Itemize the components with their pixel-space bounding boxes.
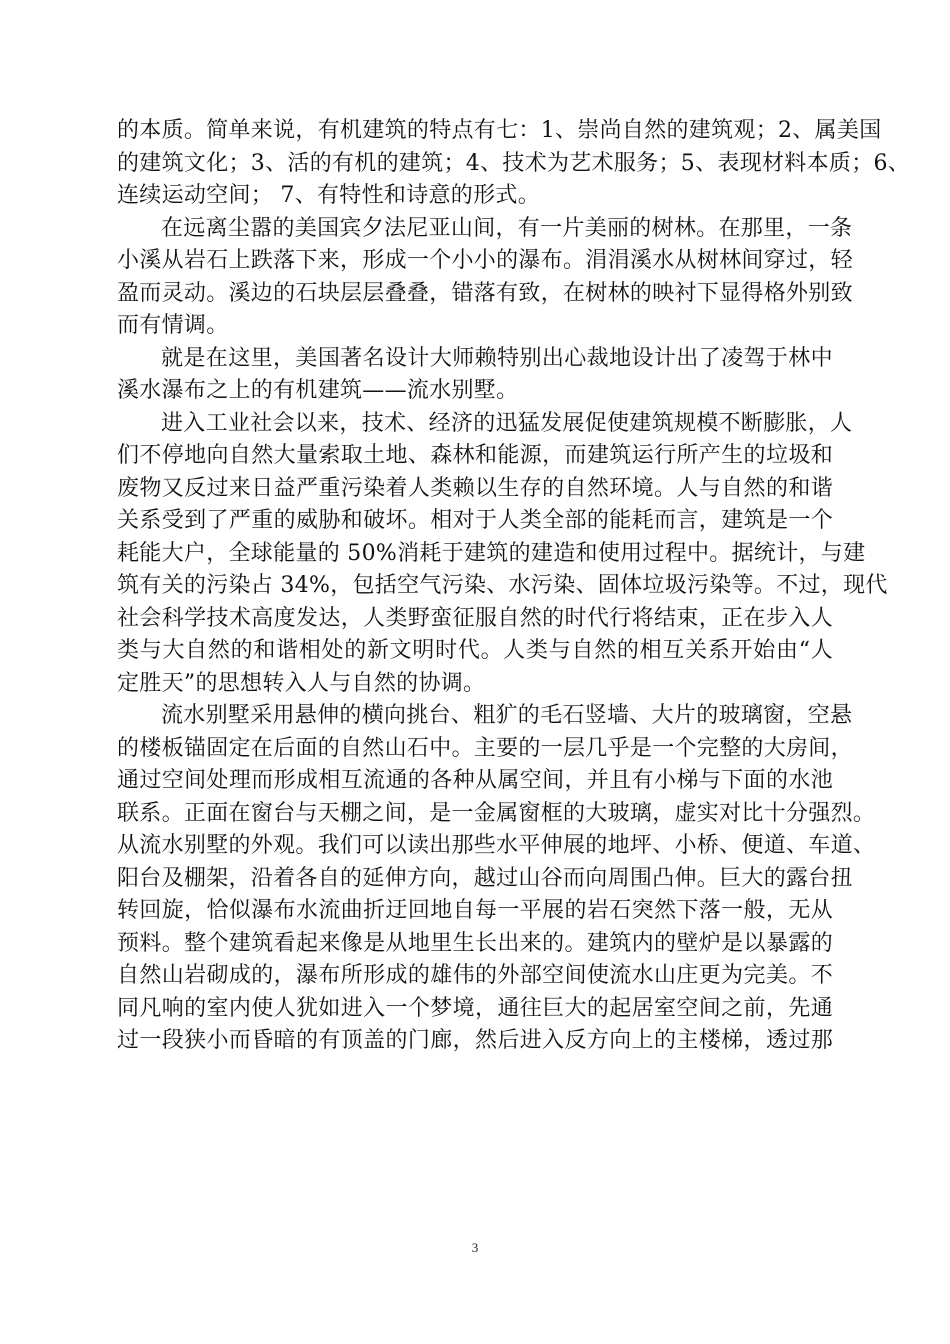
text-line: 自然山岩砌成的，瀑布所形成的雄伟的外部空间使流水山庄更为完美。不 [117,963,833,988]
text-line: 连续运动空间； 7、有特性和诗意的形式。 [117,183,540,208]
text-line: 阳台及棚架，沿着各自的延伸方向，越过山谷而向周围凸伸。巨大的露台扭 [117,865,853,891]
text-line: 废物又反过来日益严重污染着人类赖以生存的自然环境。人与自然的和谐 [117,475,833,501]
text-line: 小溪从岩石上跌落下来，形成一个小小的瀑布。涓涓溪水从树林间穿过，轻 [117,248,853,273]
text-line: 溪水瀑布之上的有机建筑——流水别墅。 [117,378,519,403]
text-line: 的建筑文化；3、活的有机的建筑；4、技术为艺术服务；5、表现材料本质；6、 [117,150,911,176]
text-line: 社会科学技术高度发达，人类野蛮征服自然的时代行将结束，正在步入人 [117,605,833,631]
page-number: 3 [471,1240,479,1255]
text-line: 流水别墅采用悬伸的横向挑台、粗犷的毛石竖墙、大片的玻璃窗，空悬 [161,703,853,728]
text-line: 进入工业社会以来，技术、经济的迅猛发展促使建筑规模不断膨胀，人 [161,410,853,436]
text-line: 就是在这里，美国著名设计大师赖特别出心裁地设计出了凌驾于林中 [161,345,833,371]
paragraph [117,343,833,408]
paragraph [117,700,876,1058]
text-line: 耗能大户，全球能量的 50%消耗于建筑的建造和使用过程中。据统计，与建 [117,540,866,566]
text-line: 转回旋，恰似瀑布水流曲折迂回地自每一平展的岩石突然下落一般，无从 [117,898,833,923]
text-line: 而有情调。 [117,313,229,338]
text-line: 关系受到了严重的威胁和破坏。相对于人类全部的能耗而言，建筑是一个 [117,508,833,533]
text-line: 定胜天”的思想转入人与自然的协调。 [117,670,486,696]
text-line: 的楼板锚固定在后面的自然山石中。主要的一层几乎是一个完整的大房间， [117,735,853,761]
text-line: 类与大自然的和谐相处的新文明时代。人类与自然的相互关系开始由“人 [117,638,833,663]
text-line: 筑有关的污染占 34%，包括空气污染、水污染、固体垃圾污染等。不过，现代 [117,573,888,598]
text-line: 同凡响的室内使人犹如进入一个梦境，通往巨大的起居室空间之前，先通 [117,995,833,1021]
text-line: 从流水别墅的外观。我们可以读出那些水平伸展的地坪、小桥、便道、车道、 [117,833,876,858]
paragraph [117,115,911,213]
text-line: 们不停地向自然大量索取土地、森林和能源，而建筑运行所产生的垃圾和 [117,443,833,468]
paragraph [117,213,853,343]
body-text [117,115,911,1058]
text-line: 通过空间处理而形成相互流通的各种从属空间，并且有小梯与下面的水池 [117,768,833,793]
paragraph [117,408,888,701]
text-line: 联系。正面在窗台与天棚之间，是一金属窗框的大玻璃，虚实对比十分强烈。 [117,800,876,826]
text-line: 的本质。简单来说，有机建筑的特点有七：1、崇尚自然的建筑观；2、属美国 [117,118,882,143]
text-line: 过一段狭小而昏暗的有顶盖的门廊，然后进入反方向上的主楼梯，透过那 [117,1028,833,1053]
text-line: 预料。整个建筑看起来像是从地里生长出来的。建筑内的壁炉是以暴露的 [117,930,833,956]
text-line: 盈而灵动。溪边的石块层层叠叠，错落有致，在树林的映衬下显得格外别致 [117,280,853,306]
text-line: 在远离尘嚣的美国宾夕法尼亚山间，有一片美丽的树林。在那里，一条 [161,215,853,241]
